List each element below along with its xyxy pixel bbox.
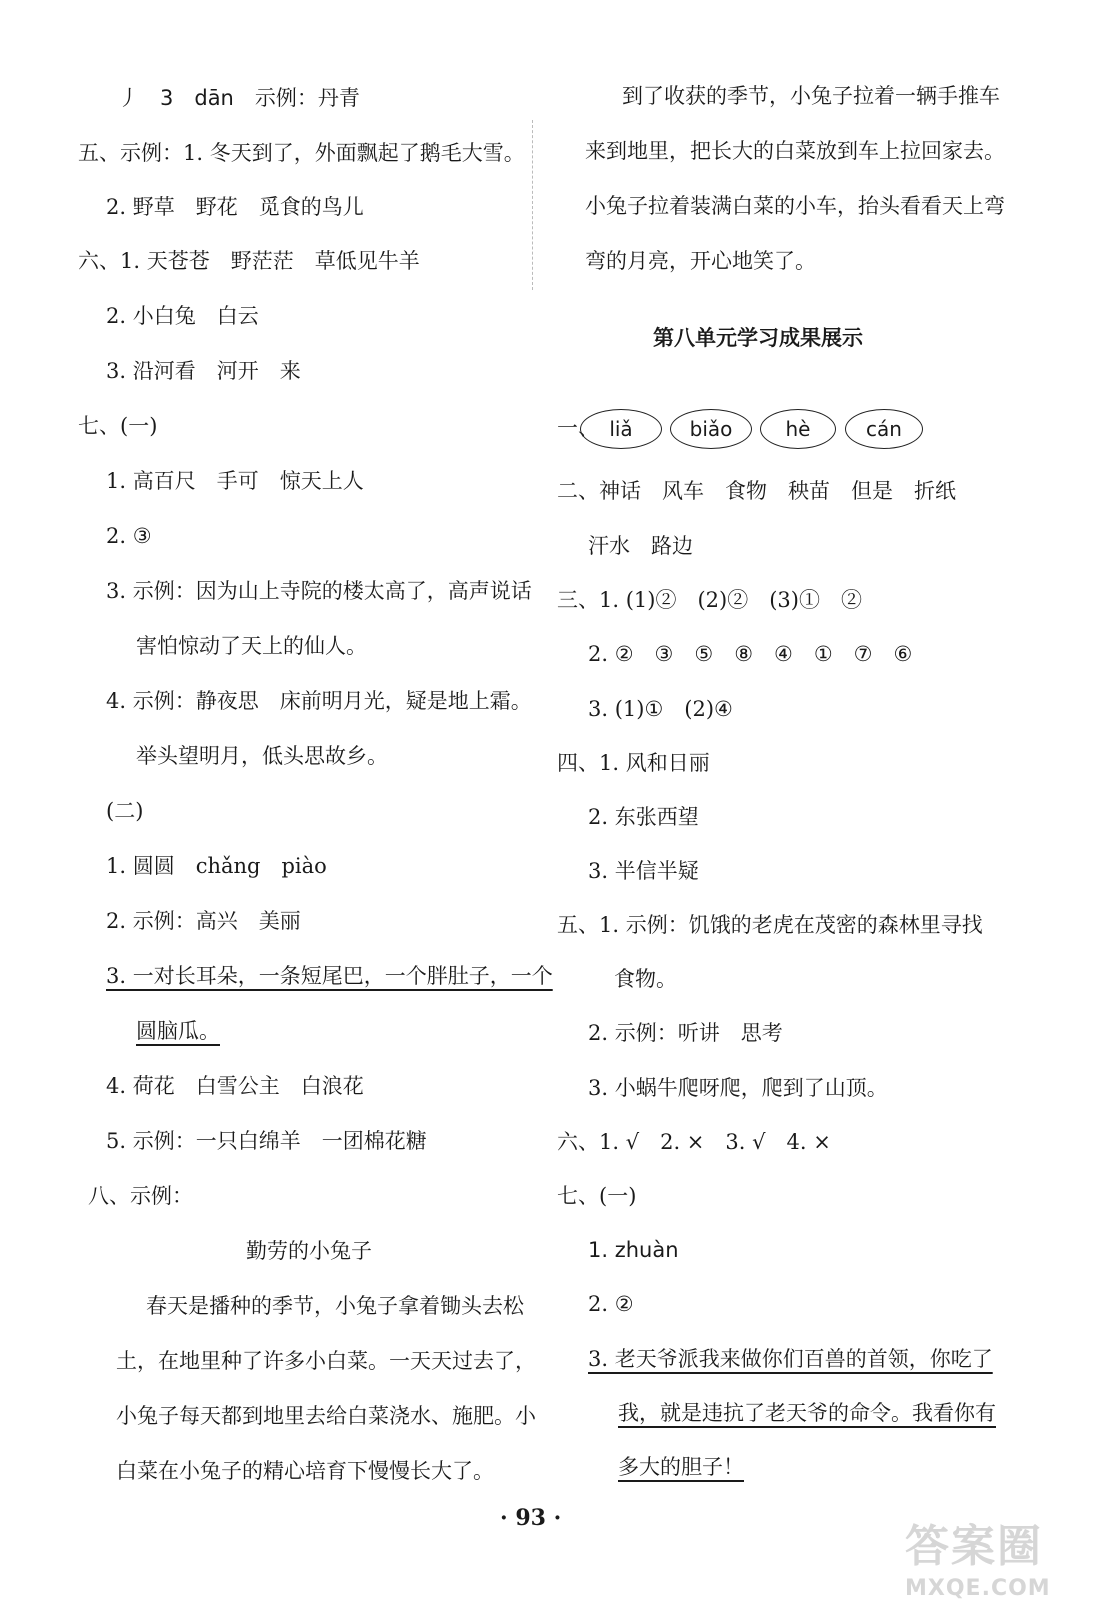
watermark-url: MXQE.COM xyxy=(905,1576,1051,1601)
answer-line: 食物。 xyxy=(614,967,677,991)
answer-line: 5. 示例：一只白绵羊 一团棉花糖 xyxy=(106,1129,427,1153)
pinyin-oval: biǎo xyxy=(670,409,752,449)
essay-line: 到了收获的季节，小兔子拉着一辆手推车 xyxy=(622,84,1000,108)
answer-line: 三、1. (1)② (2)② (3)① ② xyxy=(557,588,862,612)
answer-line: 4. 荷花 白雪公主 白浪花 xyxy=(106,1074,364,1098)
answer-line: 汗水 路边 xyxy=(588,534,693,558)
answer-line: 2. 东张西望 xyxy=(588,805,699,829)
answer-line: 2. 小白兔 白云 xyxy=(106,304,259,328)
essay-line: 土，在地里种了许多小白菜。一天天过去了， xyxy=(116,1349,536,1373)
answer-line: 2. ③ xyxy=(106,524,152,548)
section-heading: 七、(一) xyxy=(557,1184,637,1208)
answer-line: 3. 小蜗牛爬呀爬，爬到了山顶。 xyxy=(588,1076,888,1100)
pinyin-oval: hè xyxy=(760,409,836,449)
section-heading: 八、示例： xyxy=(88,1184,193,1208)
essay-line: 白菜在小兔子的精心培育下慢慢长大了。 xyxy=(116,1459,494,1483)
underlined-answer: 圆脑瓜。 xyxy=(136,1019,220,1043)
answer-line: 2. ② xyxy=(588,1292,634,1316)
answer-line: 3. 示例：因为山上寺院的楼太高了，高声说话 xyxy=(106,579,532,603)
pinyin-oval: cán xyxy=(845,409,923,449)
answer-line: 五、示例：1. 冬天到了，外面飘起了鹅毛大雪。 xyxy=(78,141,525,165)
column-divider xyxy=(532,120,533,290)
answer-line: 3. (1)① (2)④ xyxy=(588,697,733,721)
essay-line: 小兔子每天都到地里去给白菜浇水、施肥。小 xyxy=(116,1404,536,1428)
essay-title: 勤劳的小兔子 xyxy=(246,1239,372,1263)
underlined-answer: 3. 老天爷派我来做你们百兽的首领，你吃了 xyxy=(588,1347,993,1371)
section-heading: 一、 xyxy=(557,416,599,440)
answer-line: 2. 示例：听讲 思考 xyxy=(588,1021,783,1045)
watermark-logo xyxy=(905,1510,1085,1601)
page-number: · 93 · xyxy=(500,1505,562,1531)
answer-line: 2. 示例：高兴 美丽 xyxy=(106,909,301,933)
answer-line: 六、1. 天苍苍 野茫茫 草低见牛羊 xyxy=(78,249,420,273)
answer-line: 二、神话 风车 食物 秧苗 但是 折纸 xyxy=(557,479,956,503)
section-heading: (二) xyxy=(106,799,144,823)
answer-line: 举头望明月，低头思故乡。 xyxy=(136,744,388,768)
pinyin-oval: liǎ xyxy=(580,409,662,449)
watermark-text: 答案圈 xyxy=(905,1521,1043,1572)
underlined-answer: 我，就是违抗了老天爷的命令。我看你有 xyxy=(618,1401,996,1425)
answer-line: 3. 半信半疑 xyxy=(588,859,699,883)
answer-line: 1. zhuàn xyxy=(588,1238,679,1262)
essay-line: 来到地里，把长大的白菜放到车上拉回家去。 xyxy=(585,139,1005,163)
answer-line: 2. 野草 野花 觅食的鸟儿 xyxy=(106,195,364,219)
answer-line: 1. 高百尺 手可 惊天上人 xyxy=(106,469,364,493)
answer-line: 害怕惊动了天上的仙人。 xyxy=(136,634,367,658)
answer-line: 1. 圆圆 chǎng piào xyxy=(106,854,327,878)
answer-line: 六、1. √ 2. × 3. √ 4. × xyxy=(557,1130,831,1154)
answer-line: 四、1. 风和日丽 xyxy=(557,751,710,775)
essay-line: 弯的月亮，开心地笑了。 xyxy=(585,249,816,273)
answer-line: 五、1. 示例：饥饿的老虎在茂密的森林里寻找 xyxy=(557,913,983,937)
unit-title: 第八单元学习成果展示 xyxy=(653,326,863,350)
answer-line: 4. 示例：静夜思 床前明月光，疑是地上霜。 xyxy=(106,689,532,713)
answer-line: 2. ② ③ ⑤ ⑧ ④ ① ⑦ ⑥ xyxy=(588,642,913,666)
underlined-answer: 3. 一对长耳朵，一条短尾巴，一个胖肚子，一个 xyxy=(106,964,553,988)
essay-line: 春天是播种的季节，小兔子拿着锄头去松 xyxy=(146,1294,524,1318)
answer-line: 丿 3 dān 示例：丹青 xyxy=(118,86,360,110)
section-heading: 七、(一) xyxy=(78,414,158,438)
essay-line: 小兔子拉着装满白菜的小车，抬头看看天上弯 xyxy=(585,194,1005,218)
underlined-answer: 多大的胆子！ xyxy=(618,1455,744,1479)
answer-line: 3. 沿河看 河开 来 xyxy=(106,359,301,383)
